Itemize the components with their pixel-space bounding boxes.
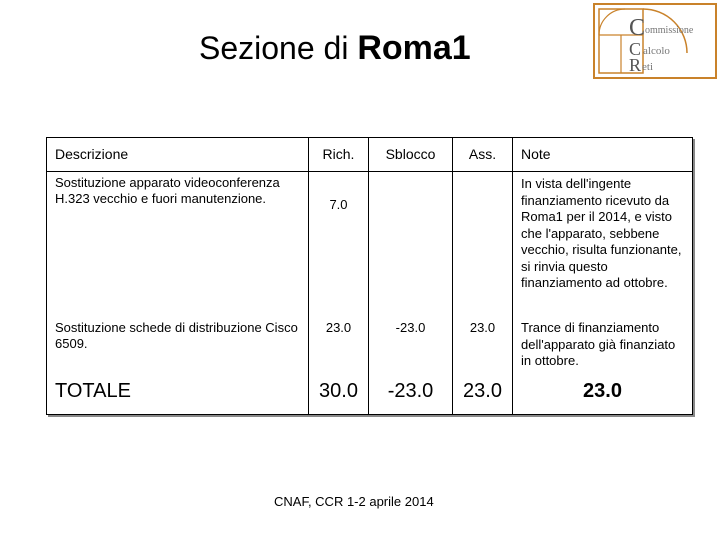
row1-note: In vista dell'ingente finanziamento ricevuto da Roma1 per il 2014, e visto che l'apparato, sebbene vecchio, risulta funzionante, si rinvia questo finanziamento ad ottobre. xyxy=(521,176,682,290)
header-ass: Ass. xyxy=(453,138,513,172)
page-title xyxy=(199,26,471,70)
logo-line-1: ommissione xyxy=(645,25,694,36)
budget-table xyxy=(46,137,693,415)
logo-initial-1: C xyxy=(629,15,646,41)
row1-desc: Sostituzione apparato videoconferenza H.323 vecchio e fuori manutenzione. xyxy=(55,175,280,206)
logo-line-2: alcolo xyxy=(643,45,670,57)
table-header-row xyxy=(47,138,693,172)
total-ass: 23.0 xyxy=(463,380,502,402)
logo-initial-2: C xyxy=(629,39,642,59)
total-rich: 30.0 xyxy=(319,380,358,402)
header-sblocco: Sblocco xyxy=(369,138,453,172)
header-rich: Rich. xyxy=(309,138,369,172)
header-descrizione: Descrizione xyxy=(47,138,309,172)
title-name: Roma1 xyxy=(357,29,471,67)
logo-initial-3: R xyxy=(629,55,642,75)
row2-ass: 23.0 xyxy=(469,320,496,335)
total-label: TOTALE xyxy=(55,380,131,402)
row2-sblocco: -23.0 xyxy=(395,320,426,335)
title-prefix: Sezione di xyxy=(199,30,358,66)
header-note: Note xyxy=(513,138,693,172)
total-note: 23.0 xyxy=(583,380,622,402)
row1-rich: 7.0 xyxy=(329,197,348,212)
logo-line-3: eti xyxy=(642,61,653,73)
total-sblocco: -23.0 xyxy=(387,380,434,402)
row2-note: Trance di finanziamento dell'apparato già finanziato in ottobre. xyxy=(521,320,676,368)
footer-text: CNAF, CCR 1-2 aprile 2014 xyxy=(274,494,434,509)
row2-rich: 23.0 xyxy=(325,320,352,335)
total-row xyxy=(47,372,693,415)
table-row xyxy=(47,312,693,372)
row2-desc: Sostituzione schede di distribuzione Cisco 6509. xyxy=(55,320,298,351)
ccr-logo xyxy=(593,3,717,79)
table-row xyxy=(47,172,693,313)
logo-graphic xyxy=(595,5,715,77)
